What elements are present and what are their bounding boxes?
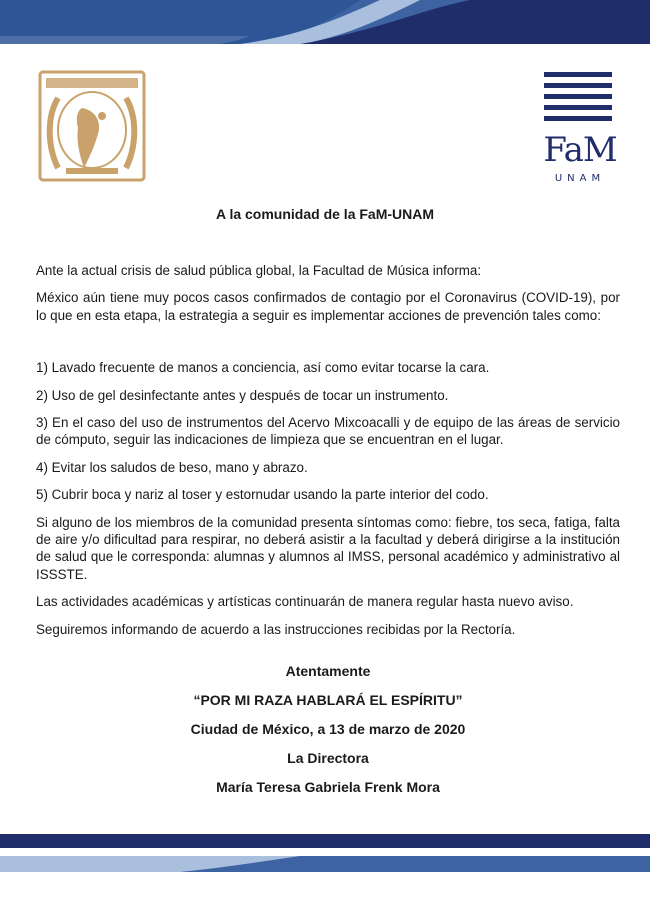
signer-name: María Teresa Gabriela Frenk Mora	[216, 779, 440, 795]
intro-paragraph: Ante la actual crisis de salud pública global, la Facultad de Música informa:	[36, 263, 482, 278]
fam-stripes	[540, 70, 620, 130]
list-item: 5) Cubrir boca y nariz al toser y estornudar usando la parte interior del codo.	[36, 487, 489, 503]
symptoms-paragraph: Si alguno de los miembros de la comunidad presenta síntomas como: fiebre, tos seca, fatiga, falta de aire y/o dificultad para respirar, no deberá asistir a la facultad y deberá dirigirse a la institución de salud que le corresponda: alumnas y alumnos al IMSS, personal académico y administrativo al ISSSTE.	[36, 514, 620, 582]
list-item: 1) Lavado frecuente de manos a conciencia, así como evitar tocarse la cara.	[36, 360, 490, 376]
place-date: Ciudad de México, a 13 de marzo de 2020	[190, 721, 466, 737]
salutation: Atentamente	[285, 663, 371, 679]
list-item: 2) Uso de gel desinfectante antes y después de tocar un instrumento.	[36, 387, 449, 403]
list-item: 4) Evitar los saludos de beso, mano y abrazo.	[36, 459, 308, 475]
context-paragraph: México aún tiene muy pocos casos confirmados de contagio por el Coronavirus (COVID-19), por lo que en esta etapa, la estrategia a seguir es implementar acciones de prevención tales como:	[36, 290, 620, 323]
top-banner	[0, 0, 650, 44]
motto: “POR MI RAZA HABLARÁ EL ESPÍRITU”	[193, 692, 463, 708]
signer-role: La Directora	[287, 750, 369, 766]
list-item: 3) En el caso del uso de instrumentos del Acervo Mixcoacalli y de equipo de las áreas de servicio de cómputo, seguir las indicaciones de limpieza que se encuentran en el lugar.	[36, 415, 620, 448]
document-body	[36, 262, 620, 648]
bottom-banner	[0, 826, 650, 899]
unam-seal-logo	[36, 68, 148, 186]
unam-logo-text: UNAM	[554, 173, 606, 184]
document-title: A la comunidad de la FaM-UNAM	[215, 206, 435, 222]
followup-paragraph: Seguiremos informando de acuerdo a las instrucciones recibidas por la Rectoría.	[36, 621, 516, 637]
signature-block	[0, 662, 650, 807]
activities-paragraph: Las actividades académicas y artísticas continuarán de manera regular hasta nuevo aviso.	[36, 594, 574, 610]
fam-unam-logo	[540, 70, 620, 188]
fam-logo-text: FaM	[543, 130, 617, 170]
